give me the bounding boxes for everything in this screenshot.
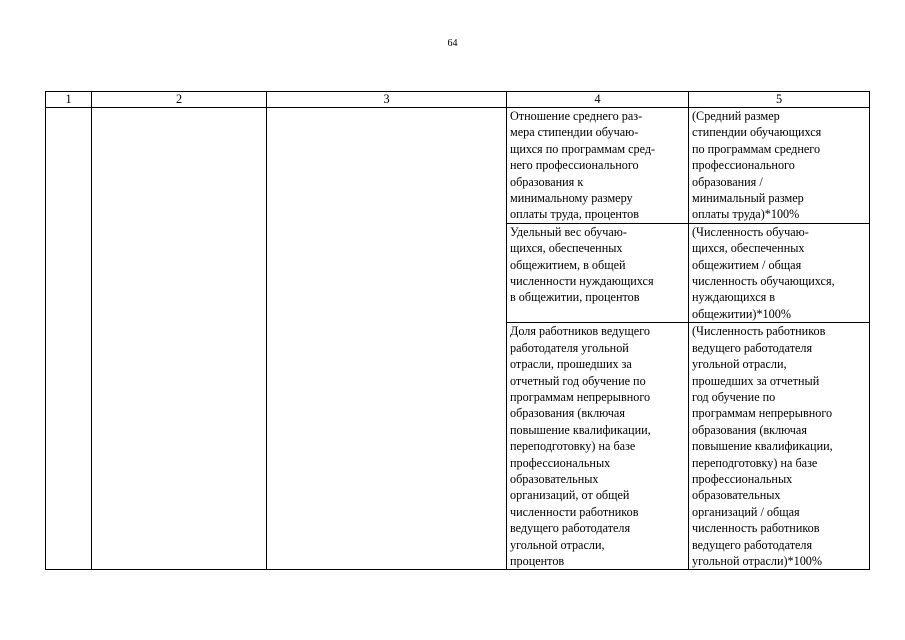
indicator-name-cell: Отношение среднего раз- мера стипендии обучаю- щихся по программам сред- него профессионального образования к минимальному размеру оплаты труда, процентов [507,108,689,224]
column-header-3: 3 [267,92,507,108]
cell-col2 [92,108,267,570]
column-header-5: 5 [689,92,870,108]
indicator-name-cell: Удельный вес обучаю- щихся, обеспеченных общежитием, в общей численности нуждающихся в общежитии, процентов [507,223,689,322]
table-header-row [46,92,870,108]
cell-col3 [267,108,507,570]
table-row [46,108,870,224]
column-header-2: 2 [92,92,267,108]
indicator-formula-cell: (Средний размер стипендии обучающихся по программам среднего профессионального образования / минимальный размер оплаты труда)*100% [689,108,870,224]
column-header-1: 1 [46,92,92,108]
indicator-name-cell: Доля работников ведущего работодателя угольной отрасли, прошедших за отчетный год обучение по программам непрерывного образования (включая повышение квалификации, переподготовку) на базе профессиональных образовательных организаций, от общей численности работников ведущего работодателя угольной отрасли, процентов [507,323,689,570]
column-header-4: 4 [507,92,689,108]
indicator-formula-cell: (Численность обучаю- щихся, обеспеченных общежитием / общая численность обучающихся, нуждающихся в общежитии)*100% [689,223,870,322]
indicator-formula-cell: (Численность работников ведущего работодателя угольной отрасли, прошедших за отчетный год обучение по программам непрерывного образования (включая повышение квалификации, переподготовку) на базе профессиональных образовательных организаций / общая численность работников ведущего работодателя угольной отрасли)*100% [689,323,870,570]
indicator-table [45,91,870,570]
page-number: 64 [447,38,458,49]
cell-col1 [46,108,92,570]
